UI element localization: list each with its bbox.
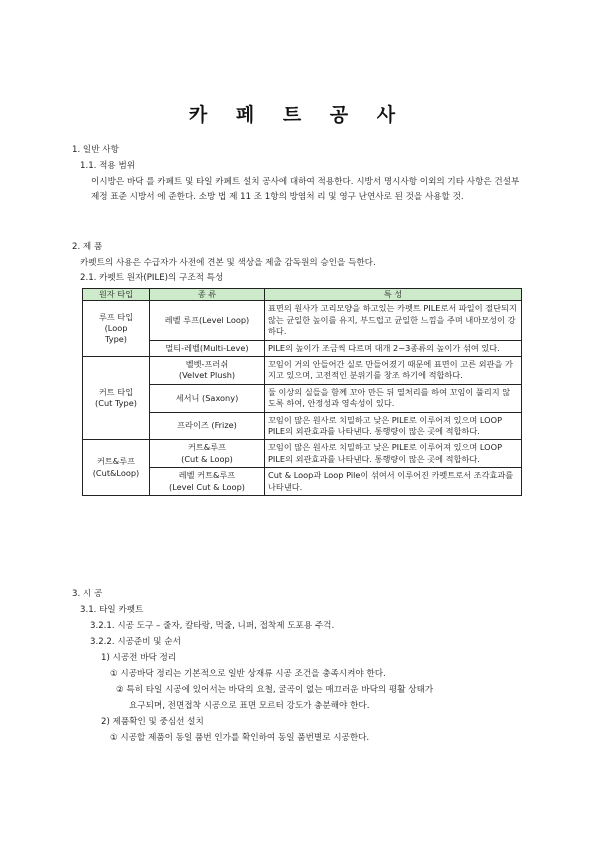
pile-type-cell: 커트 타입 (Cut Type) [83,357,150,440]
table-row [83,357,522,385]
table-row [83,301,522,340]
kind-cell: 레벨 루프(Level Loop) [150,301,265,340]
kind-cell: 벨벳-프러쉬 (Velvet Plush) [150,357,265,385]
step-2-item-a: ① 시공할 제품이 동일 품번 인가를 확인하여 동일 품번별로 시공한다. [110,733,370,743]
section-1-1-paragraph: 이시방은 바닥 를 카페트 및 타일 카페트 설치 공사에 대하여 적용한다. 시방서 명시사항 이외의 기타 사항은 건설부 제정 표준 시방서 에 준한다. 소방 법 제 11 조 1항의 방염처 리 및 영구 난연사로 된 것을 사용할 것. [91,177,520,202]
desc-cell: 둘 이상의 실들을 함께 꼬아 만든 뒤 열처리를 하여 꼬임이 풀리지 않도록 하여, 안정성과 영속성이 있다. [265,384,522,412]
desc-cell: PILE의 높이가 조금씩 다르며 대개 2~3종류의 높이가 섞여 있다. [265,340,522,356]
desc-cell: 꼬임이 많은 원사로 치밀하고 낮은 PILE로 이루어져 있으며 LOOP PILE의 외관효과를 나타낸다. 통행량이 많은 곳에 적합하다. [265,412,522,440]
desc-cell: 꼬임이 거의 안들어간 실로 만들어졌기 때문에 표면이 고른 외관을 가지고 있으며, 고전적인 분위기를 창조 하기에 적합하다. [265,357,522,385]
table-header-cell: 종 류 [150,289,265,301]
pile-type-cell: 커트&루프 (Cut&Loop) [83,440,150,496]
kind-cell: 프라이즈 (Frize) [150,412,265,440]
kind-cell: 커트&루프 (Cut & Loop) [150,440,265,468]
step-1-item-b: ② 특히 타일 시공에 있어서는 바닥의 요철, 굴곡이 없는 매끄러운 바닥의 평활 상태가 [116,685,434,695]
section-2-intro: 카펫트의 사용은 수급자가 사전에 견본 및 색상을 제출 감독원의 승인을 득한다. [80,258,376,268]
pile-structure-table [82,288,522,496]
desc-cell: 꼬임이 많은 원사로 치밀하고 낮은 PILE로 이루어져 있으며 LOOP PILE의 외관효과를 나타낸다. 통행량이 많은 곳에 적합하다. [265,440,522,468]
desc-cell: 표면의 원사가 고리모양을 하고있는 카펫트 PILE로서 파일이 절단되지 않는 균일한 높이를 유지, 부드럽고 균일한 느낌을 주며 내마모성이 강하다. [265,301,522,340]
section-3-2-1-text: 3.2.1. 시공 도구 – 줄자, 칼타랑, 먹줄, 니퍼, 접착제 도포용 주걱. [90,621,335,631]
table-header-row [83,289,522,301]
desc-cell: Cut & Loop과 Loop Pile이 섞여서 이루어진 카펫트로서 조각효과를 나타낸다. [265,468,522,496]
section-3-2-2-heading: 3.2.2. 시공준비 및 순서 [90,637,181,647]
page-title: 카 페 트 공 사 [188,104,407,126]
section-1-1-heading: 1.1. 적용 범위 [80,161,136,171]
table-header-cell: 특 성 [265,289,522,301]
step-2-heading: 2) 제품확인 및 중심선 설치 [101,717,204,727]
section-1-heading: 1. 일반 사항 [72,145,119,155]
table-row [83,440,522,468]
table-header-cell: 원자 타입 [83,289,150,301]
section-2-heading: 2. 제 품 [72,242,103,252]
step-1-item-b-cont: 요구되며, 전면접착 시공으로 표면 모르터 강도가 충분해야 한다. [129,701,370,711]
step-1-item-a: ① 시공바닥 정리는 기본적으로 일반 상재류 시공 조건을 충족시켜야 한다. [110,669,386,679]
kind-cell: 멀티-레벨(Multi-Leve) [150,340,265,356]
section-3-1-heading: 3.1. 타일 카펫트 [80,605,144,615]
kind-cell: 레벨 커트&루프 (Level Cut & Loop) [150,468,265,496]
step-1-heading: 1) 시공전 바닥 정리 [101,653,177,663]
kind-cell: 세서니 (Saxony) [150,384,265,412]
pile-type-cell: 루프 타입 (Loop Type) [83,301,150,357]
section-3-heading: 3. 시 공 [72,589,103,599]
section-2-1-heading: 2.1. 카펫트 원자(PILE)의 구조적 특성 [80,273,224,283]
